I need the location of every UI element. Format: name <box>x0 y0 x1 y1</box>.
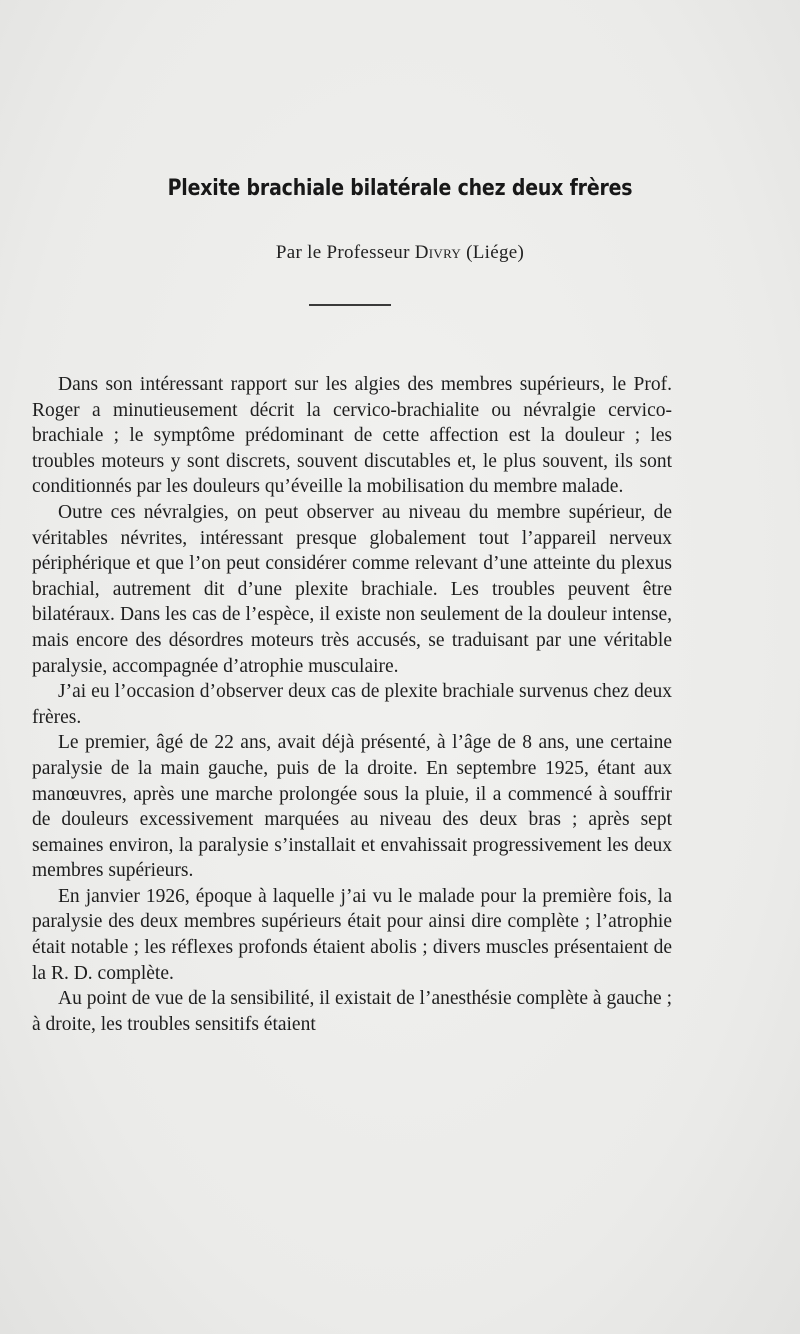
title-separator-rule <box>309 304 391 306</box>
author-affiliation: (Liége) <box>461 242 525 263</box>
article-title: Plexite brachiale bilatérale chez deux frères <box>167 176 633 201</box>
paragraph: J’ai eu l’occasion d’observer deux cas de plexite brachiale survenus chez deux frères. <box>32 681 672 728</box>
paragraph: Outre ces névralgies, on peut observer au niveau du membre supérieur, de véritables névrites, intéressant presque globalement tout l’appareil nerveux périphérique et que l’on peut considérer comme relevant d’une atteinte du plexus brachial, autrement dit d’une plexite brachiale. Les troubles peuvent être bilatéraux. Dans les cas de l’espèce, il existe non seulement de la douleur intense, mais encore des désordres moteurs très accusés, se traduisant par une véritable paralysie, accompagnée d’atrophie musculaire. <box>32 501 672 677</box>
paragraph: Dans son intéressant rapport sur les algies des membres supérieurs, le Prof. Roger a minutieusement décrit la cervico-brachialite ou névralgie cervico-brachiale ; le symptôme prédominant de cette affection est la douleur ; les troubles moteurs y sont discrets, souvent discutables et, le plus souvent, ils sont conditionnés par les douleurs qu’éveille la mobilisation du membre malade. <box>32 374 672 498</box>
article-body <box>32 372 672 1037</box>
article-byline <box>0 242 800 264</box>
paragraph: Au point de vue de la sensibilité, il existait de l’anesthésie complète à gauche ; à droite, les troubles sensitifs étaient <box>32 988 672 1035</box>
author-name: Divry <box>414 242 462 263</box>
author-prefix: Par le Professeur <box>275 242 415 263</box>
paragraph: Le premier, âgé de 22 ans, avait déjà présenté, à l’âge de 8 ans, une certaine paralysie de la main gauche, puis de la droite. En septembre 1925, étant aux manœuvres, après une marche prolongée sous la pluie, il a commencé à souffrir de douleurs excessivement marquées au niveau des deux bras ; après sept semaines environ, la paralysie s’installait et envahissait progressivement les deux membres supérieurs. <box>32 732 672 882</box>
paragraph: En janvier 1926, époque à laquelle j’ai vu le malade pour la première fois, la paralysie des deux membres supérieurs était pour ainsi dire complète ; l’atrophie était notable ; les réflexes profonds étaient abolis ; divers muscles présentaient de la R. D. complète. <box>32 885 672 984</box>
